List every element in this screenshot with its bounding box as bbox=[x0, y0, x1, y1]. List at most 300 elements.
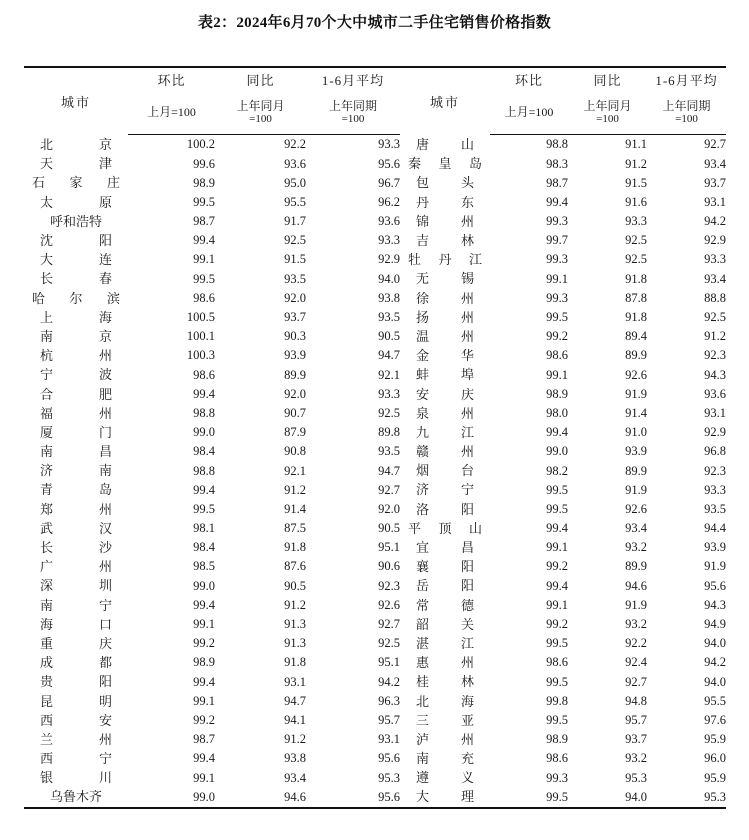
cell-avg-right: 93.9 bbox=[704, 540, 726, 555]
table-row bbox=[24, 596, 726, 615]
cell-city-right: 岳阳 bbox=[416, 578, 474, 594]
header-unit-yoy-right-line1: 上年同月 bbox=[583, 98, 632, 113]
cell-avg-right: 93.4 bbox=[704, 271, 726, 286]
table-row bbox=[24, 308, 726, 327]
cell-mom-left: 98.9 bbox=[193, 655, 215, 670]
cell-city-right: 牡丹江 bbox=[408, 252, 482, 268]
cell-city-left: 贵阳 bbox=[40, 674, 112, 690]
cell-yoy-left: 91.8 bbox=[284, 540, 306, 555]
cell-yoy-right: 89.9 bbox=[625, 463, 647, 478]
cell-mom-left: 98.5 bbox=[193, 559, 215, 574]
table-row bbox=[24, 365, 726, 384]
table-row bbox=[24, 519, 726, 538]
header-group-mom-left: 环比 bbox=[128, 67, 215, 91]
cell-city-right: 无锡 bbox=[416, 271, 474, 287]
cell-yoy-right: 92.2 bbox=[625, 636, 647, 651]
cell-yoy-left: 95.5 bbox=[284, 194, 306, 209]
table-row bbox=[24, 289, 726, 308]
cell-avg-right: 88.8 bbox=[704, 290, 726, 305]
cell-yoy-right: 95.7 bbox=[625, 712, 647, 727]
cell-city-left: 大连 bbox=[40, 252, 112, 268]
table-row bbox=[24, 442, 726, 461]
table-header bbox=[24, 67, 726, 135]
header-city-right: 城市 bbox=[400, 67, 490, 135]
cell-mom-right: 99.5 bbox=[546, 674, 568, 689]
cell-city-right: 九江 bbox=[416, 424, 474, 440]
price-index-table bbox=[24, 66, 726, 809]
cell-mom-right: 99.3 bbox=[546, 214, 568, 229]
table-row bbox=[24, 634, 726, 653]
cell-avg-right: 92.5 bbox=[704, 310, 726, 325]
header-unit-mom-left-line1: 上月=100 bbox=[147, 105, 196, 120]
cell-yoy-right: 93.4 bbox=[625, 521, 647, 536]
cell-mom-right: 99.3 bbox=[546, 770, 568, 785]
cell-city-right: 赣州 bbox=[416, 444, 474, 460]
table-row bbox=[24, 193, 726, 212]
table-row bbox=[24, 461, 726, 480]
cell-city-right: 南充 bbox=[416, 751, 474, 767]
cell-yoy-right: 92.6 bbox=[625, 367, 647, 382]
cell-mom-right: 98.0 bbox=[546, 405, 568, 420]
cell-yoy-left: 93.4 bbox=[284, 770, 306, 785]
cell-avg-left: 95.6 bbox=[378, 156, 400, 171]
cell-yoy-left: 93.7 bbox=[284, 310, 306, 325]
cell-mom-left: 99.4 bbox=[193, 751, 215, 766]
cell-avg-left: 90.5 bbox=[378, 521, 400, 536]
cell-yoy-right: 94.0 bbox=[568, 787, 647, 807]
cell-city-left: 石家庄 bbox=[32, 175, 120, 191]
table-row bbox=[24, 231, 726, 250]
cell-avg-right: 92.9 bbox=[704, 233, 726, 248]
cell-city-left: 成都 bbox=[40, 655, 112, 671]
cell-avg-left: 94.2 bbox=[378, 674, 400, 689]
cell-yoy-right: 93.3 bbox=[625, 214, 647, 229]
cell-yoy-left: 89.9 bbox=[284, 367, 306, 382]
cell-city-right: 湛江 bbox=[416, 635, 474, 651]
cell-mom-left: 99.4 bbox=[193, 233, 215, 248]
cell-city-left: 沈阳 bbox=[40, 233, 112, 249]
cell-avg-left: 92.1 bbox=[378, 367, 400, 382]
cell-city-right: 桂林 bbox=[416, 674, 474, 690]
cell-city-right: 锦州 bbox=[416, 213, 474, 229]
cell-mom-right: 99.3 bbox=[546, 252, 568, 267]
cell-avg-left: 92.5 bbox=[378, 405, 400, 420]
cell-avg-left: 93.5 bbox=[378, 444, 400, 459]
header-row-top bbox=[24, 67, 726, 91]
cell-yoy-left: 90.3 bbox=[284, 329, 306, 344]
cell-city-left: 太原 bbox=[40, 194, 112, 210]
cell-mom-left: 99.1 bbox=[193, 252, 215, 267]
cell-avg-left: 96.3 bbox=[378, 693, 400, 708]
table-row bbox=[24, 576, 726, 595]
header-row-sub bbox=[24, 91, 726, 135]
table-row bbox=[24, 787, 726, 807]
cell-yoy-right: 93.7 bbox=[625, 732, 647, 747]
cell-yoy-right: 91.1 bbox=[625, 137, 647, 152]
cell-yoy-right: 94.6 bbox=[625, 578, 647, 593]
cell-avg-right: 92.9 bbox=[704, 425, 726, 440]
cell-mom-right: 98.6 bbox=[546, 751, 568, 766]
cell-yoy-right: 92.6 bbox=[625, 501, 647, 516]
cell-city-right: 蚌埠 bbox=[416, 367, 474, 383]
cell-yoy-left: 94.1 bbox=[284, 712, 306, 727]
cell-mom-right: 99.0 bbox=[546, 444, 568, 459]
cell-yoy-left: 87.6 bbox=[284, 559, 306, 574]
table-row bbox=[24, 154, 726, 173]
cell-avg-left: 93.1 bbox=[378, 732, 400, 747]
cell-yoy-right: 92.5 bbox=[625, 252, 647, 267]
cell-mom-left: 99.0 bbox=[128, 787, 215, 807]
cell-avg-left: 89.8 bbox=[378, 425, 400, 440]
cell-mom-left: 99.1 bbox=[193, 770, 215, 785]
cell-mom-right: 98.9 bbox=[546, 386, 568, 401]
table-row bbox=[24, 730, 726, 749]
cell-yoy-left: 92.5 bbox=[284, 233, 306, 248]
table-row bbox=[24, 250, 726, 269]
cell-mom-right: 99.1 bbox=[546, 597, 568, 612]
cell-city-right: 泉州 bbox=[416, 405, 474, 421]
cell-yoy-right: 87.8 bbox=[625, 290, 647, 305]
cell-city-left: 天津 bbox=[40, 156, 112, 172]
cell-avg-right: 91.2 bbox=[704, 329, 726, 344]
cell-yoy-right: 92.4 bbox=[625, 655, 647, 670]
cell-yoy-left: 87.5 bbox=[284, 521, 306, 536]
cell-avg-right: 93.6 bbox=[704, 386, 726, 401]
cell-yoy-right: 91.5 bbox=[625, 175, 647, 190]
cell-mom-right: 99.8 bbox=[546, 693, 568, 708]
cell-yoy-right: 91.9 bbox=[625, 597, 647, 612]
cell-mom-left: 99.5 bbox=[193, 271, 215, 286]
cell-city-right: 金华 bbox=[416, 348, 474, 364]
cell-mom-right: 99.2 bbox=[546, 617, 568, 632]
cell-yoy-left: 94.7 bbox=[284, 693, 306, 708]
cell-city-left: 北京 bbox=[40, 136, 112, 152]
cell-avg-right: 94.0 bbox=[704, 636, 726, 651]
cell-mom-left: 100.3 bbox=[186, 348, 215, 363]
cell-mom-left: 99.4 bbox=[193, 386, 215, 401]
cell-city-right: 襄阳 bbox=[416, 559, 474, 575]
cell-avg-left: 92.9 bbox=[378, 252, 400, 267]
table-row bbox=[24, 212, 726, 231]
cell-avg-left: 96.2 bbox=[378, 194, 400, 209]
table-row bbox=[24, 327, 726, 346]
cell-city-right: 秦皇岛 bbox=[408, 156, 482, 172]
cell-avg-left: 93.8 bbox=[378, 290, 400, 305]
cell-avg-right: 93.4 bbox=[704, 156, 726, 171]
table-row bbox=[24, 653, 726, 672]
cell-yoy-right: 93.2 bbox=[625, 751, 647, 766]
header-city-left: 城市 bbox=[24, 67, 128, 135]
cell-mom-left: 99.2 bbox=[193, 636, 215, 651]
cell-yoy-right: 91.6 bbox=[625, 194, 647, 209]
header-unit-yoy-right bbox=[568, 91, 647, 135]
cell-avg-right: 94.2 bbox=[704, 655, 726, 670]
cell-city-right: 徐州 bbox=[416, 290, 474, 306]
cell-city-left: 广州 bbox=[40, 559, 112, 575]
cell-yoy-right: 93.2 bbox=[625, 540, 647, 555]
cell-yoy-left: 91.3 bbox=[284, 636, 306, 651]
cell-mom-left: 98.7 bbox=[193, 214, 215, 229]
cell-avg-right: 94.4 bbox=[704, 521, 726, 536]
header-unit-yoy-left bbox=[215, 91, 306, 135]
cell-city-left: 青岛 bbox=[40, 482, 112, 498]
cell-avg-right: 93.7 bbox=[704, 175, 726, 190]
header-unit-avg-right bbox=[647, 91, 726, 135]
cell-mom-left: 99.5 bbox=[193, 501, 215, 516]
cell-avg-left: 95.6 bbox=[378, 751, 400, 766]
cell-city-left: 乌鲁木齐 bbox=[24, 787, 128, 807]
table-row bbox=[24, 269, 726, 288]
cell-yoy-left: 91.3 bbox=[284, 617, 306, 632]
cell-avg-right: 93.3 bbox=[704, 482, 726, 497]
cell-avg-left: 96.7 bbox=[378, 175, 400, 190]
cell-mom-left: 99.6 bbox=[193, 156, 215, 171]
cell-mom-left: 99.1 bbox=[193, 693, 215, 708]
table-row bbox=[24, 691, 726, 710]
cell-avg-right: 93.3 bbox=[704, 252, 726, 267]
cell-yoy-right: 92.5 bbox=[625, 233, 647, 248]
cell-yoy-right: 93.9 bbox=[625, 444, 647, 459]
cell-avg-left: 92.7 bbox=[378, 617, 400, 632]
cell-mom-right: 99.4 bbox=[546, 425, 568, 440]
cell-yoy-left: 92.0 bbox=[284, 290, 306, 305]
table-row bbox=[24, 557, 726, 576]
header-unit-avg-left-line2: =100 bbox=[341, 113, 365, 126]
cell-mom-left: 98.6 bbox=[193, 367, 215, 382]
cell-avg-right: 95.3 bbox=[647, 787, 726, 807]
cell-mom-left: 99.5 bbox=[193, 194, 215, 209]
cell-city-right: 扬州 bbox=[416, 309, 474, 325]
cell-avg-right: 94.9 bbox=[704, 617, 726, 632]
cell-yoy-left: 91.2 bbox=[284, 482, 306, 497]
cell-yoy-left: 90.8 bbox=[284, 444, 306, 459]
table-row bbox=[24, 711, 726, 730]
cell-city-left: 长春 bbox=[40, 271, 112, 287]
cell-mom-right: 99.5 bbox=[546, 501, 568, 516]
table-row bbox=[24, 615, 726, 634]
table-row bbox=[24, 135, 726, 155]
cell-yoy-right: 94.8 bbox=[625, 693, 647, 708]
cell-mom-left: 98.4 bbox=[193, 444, 215, 459]
cell-avg-left: 90.5 bbox=[378, 329, 400, 344]
cell-mom-right: 98.3 bbox=[546, 156, 568, 171]
cell-mom-right: 99.2 bbox=[546, 329, 568, 344]
cell-city-left: 呼和浩特 bbox=[49, 213, 102, 229]
cell-yoy-left: 90.5 bbox=[284, 578, 306, 593]
cell-city-left: 上海 bbox=[40, 309, 112, 325]
cell-yoy-right: 93.2 bbox=[625, 617, 647, 632]
cell-avg-left: 95.1 bbox=[378, 540, 400, 555]
cell-mom-left: 99.1 bbox=[193, 617, 215, 632]
cell-avg-left: 92.5 bbox=[378, 636, 400, 651]
cell-city-right: 包头 bbox=[416, 175, 474, 191]
cell-avg-left: 94.0 bbox=[378, 271, 400, 286]
cell-mom-left: 98.1 bbox=[193, 521, 215, 536]
cell-mom-right: 99.3 bbox=[546, 290, 568, 305]
table-row bbox=[24, 384, 726, 403]
cell-yoy-left: 90.7 bbox=[284, 405, 306, 420]
header-group-mom-right: 环比 bbox=[490, 67, 568, 91]
cell-city-left: 海口 bbox=[40, 616, 112, 632]
cell-mom-right: 99.5 bbox=[546, 636, 568, 651]
cell-city-left: 西宁 bbox=[40, 751, 112, 767]
cell-avg-left: 93.3 bbox=[378, 137, 400, 152]
cell-yoy-right: 91.8 bbox=[625, 271, 647, 286]
cell-yoy-left: 93.8 bbox=[284, 751, 306, 766]
cell-mom-left: 98.7 bbox=[193, 732, 215, 747]
cell-city-right: 北海 bbox=[416, 693, 474, 709]
cell-mom-left: 99.0 bbox=[193, 425, 215, 440]
header-unit-avg-left-line1: 上年同期 bbox=[328, 98, 377, 113]
cell-city-left: 长沙 bbox=[40, 540, 112, 556]
cell-yoy-left: 95.0 bbox=[284, 175, 306, 190]
cell-yoy-right: 89.9 bbox=[625, 348, 647, 363]
cell-yoy-left: 91.2 bbox=[284, 732, 306, 747]
cell-city-left: 福州 bbox=[40, 405, 112, 421]
cell-avg-right: 91.9 bbox=[704, 559, 726, 574]
cell-yoy-left: 93.6 bbox=[284, 156, 306, 171]
price-index-table-container bbox=[24, 66, 726, 809]
cell-mom-right: 98.2 bbox=[546, 463, 568, 478]
cell-yoy-right: 91.4 bbox=[625, 405, 647, 420]
cell-mom-left: 100.1 bbox=[186, 329, 215, 344]
cell-yoy-left: 91.8 bbox=[284, 655, 306, 670]
cell-mom-right: 99.4 bbox=[546, 578, 568, 593]
cell-mom-left: 98.8 bbox=[193, 405, 215, 420]
cell-mom-right: 98.6 bbox=[546, 348, 568, 363]
cell-avg-left: 92.3 bbox=[378, 578, 400, 593]
table-row bbox=[24, 749, 726, 768]
cell-avg-right: 95.9 bbox=[704, 770, 726, 785]
cell-avg-left: 92.6 bbox=[378, 597, 400, 612]
header-group-avg-left: 1-6月平均 bbox=[306, 67, 400, 91]
cell-avg-left: 93.5 bbox=[378, 310, 400, 325]
cell-avg-right: 94.3 bbox=[704, 597, 726, 612]
table-row bbox=[24, 500, 726, 519]
cell-avg-left: 90.6 bbox=[378, 559, 400, 574]
cell-mom-right: 99.1 bbox=[546, 367, 568, 382]
cell-city-left: 南京 bbox=[40, 328, 112, 344]
cell-yoy-left: 92.0 bbox=[284, 386, 306, 401]
cell-city-left: 兰州 bbox=[40, 731, 112, 747]
cell-mom-right: 99.5 bbox=[546, 482, 568, 497]
cell-city-right: 唐山 bbox=[416, 136, 474, 152]
cell-mom-left: 98.6 bbox=[193, 290, 215, 305]
cell-city-left: 深圳 bbox=[40, 578, 112, 594]
cell-city-right: 烟台 bbox=[416, 463, 474, 479]
table-row bbox=[24, 538, 726, 557]
cell-yoy-right: 91.8 bbox=[625, 310, 647, 325]
cell-mom-left: 99.4 bbox=[193, 482, 215, 497]
cell-avg-left: 92.7 bbox=[378, 482, 400, 497]
cell-city-left: 郑州 bbox=[40, 501, 112, 517]
header-unit-avg-left bbox=[306, 91, 400, 135]
cell-yoy-right: 89.9 bbox=[625, 559, 647, 574]
header-unit-mom-left bbox=[128, 91, 215, 135]
cell-yoy-left: 92.2 bbox=[284, 137, 306, 152]
cell-yoy-left: 91.7 bbox=[284, 214, 306, 229]
cell-avg-right: 94.2 bbox=[704, 214, 726, 229]
cell-yoy-right: 89.4 bbox=[625, 329, 647, 344]
cell-mom-right: 99.1 bbox=[546, 271, 568, 286]
cell-city-left: 武汉 bbox=[40, 520, 112, 536]
cell-mom-right: 99.1 bbox=[546, 540, 568, 555]
cell-city-right: 遵义 bbox=[416, 770, 474, 786]
cell-yoy-right: 91.9 bbox=[625, 482, 647, 497]
cell-city-right: 丹东 bbox=[416, 194, 474, 210]
cell-yoy-left: 93.9 bbox=[284, 348, 306, 363]
cell-city-left: 哈尔滨 bbox=[32, 290, 120, 306]
header-unit-avg-right-line1: 上年同期 bbox=[662, 98, 711, 113]
cell-city-left: 济南 bbox=[40, 463, 112, 479]
cell-mom-left: 99.4 bbox=[193, 674, 215, 689]
cell-city-left: 重庆 bbox=[40, 635, 112, 651]
cell-city-left: 昆明 bbox=[40, 693, 112, 709]
cell-city-right: 常德 bbox=[416, 597, 474, 613]
header-unit-yoy-left-line2: =100 bbox=[249, 113, 272, 126]
cell-avg-right: 93.1 bbox=[704, 194, 726, 209]
header-group-yoy-right: 同比 bbox=[568, 67, 647, 91]
cell-city-right: 三亚 bbox=[416, 712, 474, 728]
cell-avg-right: 96.8 bbox=[704, 444, 726, 459]
cell-avg-right: 95.6 bbox=[704, 578, 726, 593]
cell-city-right: 洛阳 bbox=[416, 501, 474, 517]
cell-mom-right: 99.5 bbox=[546, 310, 568, 325]
cell-yoy-right: 92.7 bbox=[625, 674, 647, 689]
cell-avg-left: 93.6 bbox=[378, 214, 400, 229]
cell-yoy-left: 92.1 bbox=[284, 463, 306, 478]
cell-mom-right: 99.2 bbox=[546, 559, 568, 574]
cell-avg-right: 96.0 bbox=[704, 751, 726, 766]
cell-mom-left: 99.0 bbox=[193, 578, 215, 593]
cell-city-right: 安庆 bbox=[416, 386, 474, 402]
cell-yoy-left: 91.2 bbox=[284, 597, 306, 612]
cell-avg-right: 97.6 bbox=[704, 712, 726, 727]
cell-city-right: 泸州 bbox=[416, 731, 474, 747]
cell-avg-left: 94.7 bbox=[378, 463, 400, 478]
cell-city-right: 吉林 bbox=[416, 233, 474, 249]
cell-avg-left: 93.3 bbox=[378, 233, 400, 248]
table-row bbox=[24, 480, 726, 499]
cell-yoy-left: 91.5 bbox=[284, 252, 306, 267]
page-title: 表2：2024年6月70个大中城市二手住宅销售价格指数 bbox=[197, 15, 552, 31]
cell-yoy-right: 91.2 bbox=[625, 156, 647, 171]
table-row bbox=[24, 346, 726, 365]
cell-mom-right: 98.9 bbox=[546, 732, 568, 747]
cell-city-left: 南宁 bbox=[40, 597, 112, 613]
header-unit-yoy-left-line1: 上年同月 bbox=[236, 98, 285, 113]
cell-mom-right: 99.4 bbox=[546, 194, 568, 209]
cell-city-right: 宜昌 bbox=[416, 540, 474, 556]
cell-yoy-right: 91.0 bbox=[625, 425, 647, 440]
cell-city-right: 温州 bbox=[416, 328, 474, 344]
header-unit-avg-right-line2: =100 bbox=[675, 113, 698, 126]
table-row bbox=[24, 404, 726, 423]
cell-mom-left: 98.9 bbox=[193, 175, 215, 190]
header-unit-mom-right bbox=[490, 91, 568, 135]
cell-avg-left: 93.3 bbox=[378, 386, 400, 401]
cell-yoy-left: 93.1 bbox=[284, 674, 306, 689]
cell-yoy-left: 87.9 bbox=[284, 425, 306, 440]
cell-mom-left: 100.5 bbox=[186, 310, 215, 325]
cell-mom-left: 100.2 bbox=[186, 137, 215, 152]
cell-city-left: 宁波 bbox=[40, 367, 112, 383]
cell-city-left: 杭州 bbox=[40, 348, 112, 364]
cell-avg-right: 92.3 bbox=[704, 348, 726, 363]
cell-avg-left: 95.1 bbox=[378, 655, 400, 670]
cell-yoy-left: 91.4 bbox=[284, 501, 306, 516]
cell-city-right: 惠州 bbox=[416, 655, 474, 671]
